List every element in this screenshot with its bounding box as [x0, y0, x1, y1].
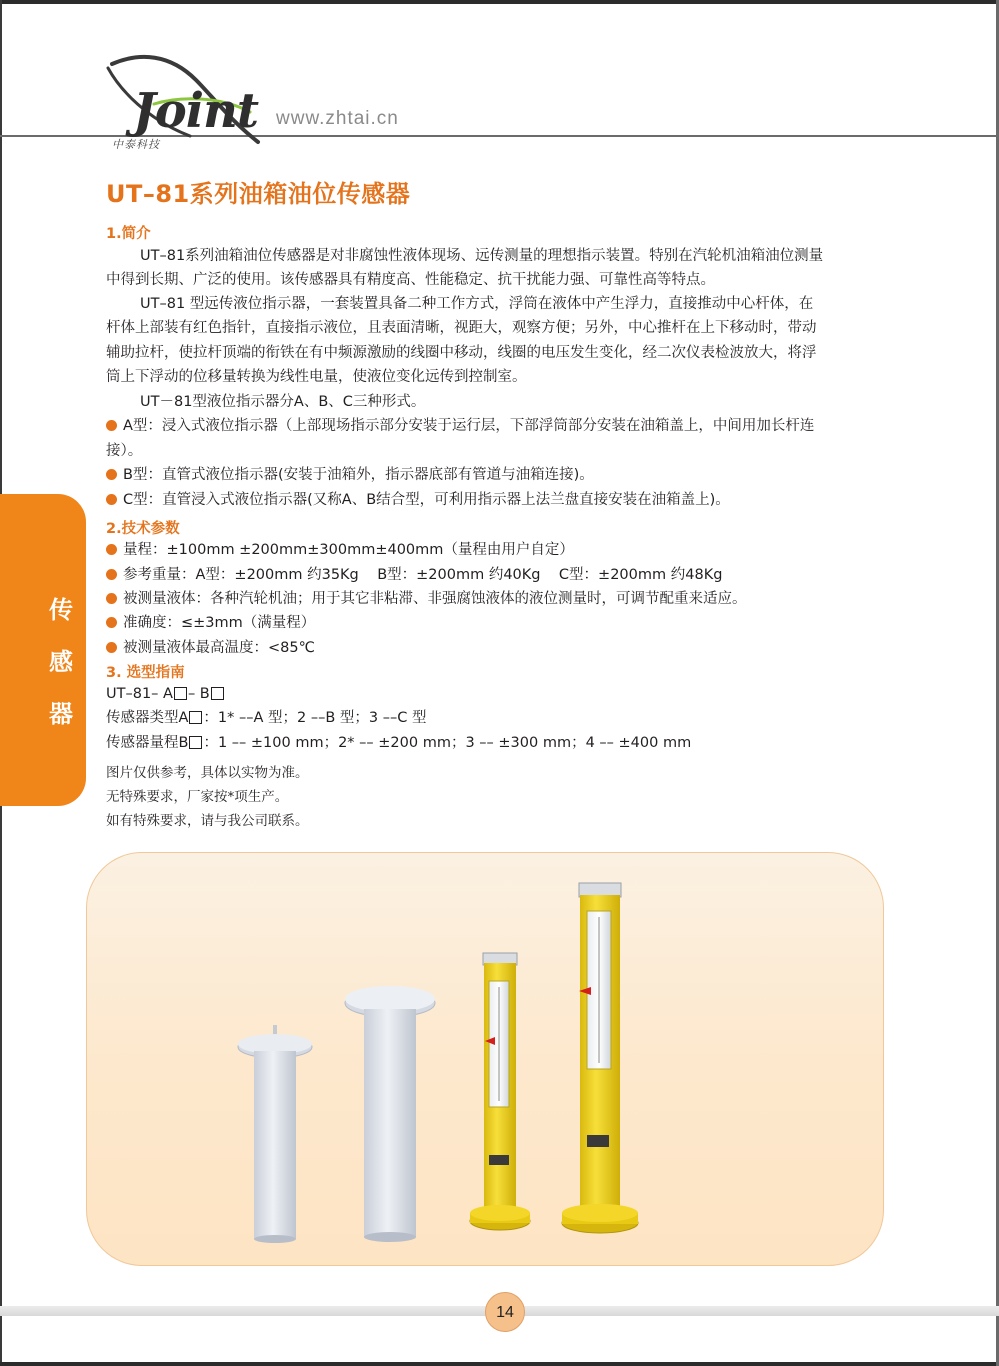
- selection-heading: 3. 选型指南: [106, 665, 185, 681]
- bullet-icon: [106, 593, 117, 604]
- logo-wordmark: Joint: [133, 83, 259, 139]
- intro-line-6: 筒上下浮动的位移量转换为线性电量，使液位变化远传到控制室。: [106, 369, 527, 385]
- page-bottom-border: [0, 1362, 999, 1366]
- note-default: 无特殊要求，厂家按*项生产。: [106, 789, 289, 805]
- type-c-line: C型：直管浸入式液位指示器(又称A、B结合型，可利用指示器上法兰盘直接安装在油箱盖上)。: [106, 488, 730, 512]
- bullet-icon: [106, 494, 117, 505]
- company-logo: [100, 50, 260, 150]
- intro-line-4: 杆体上部装有红色指针，直接指示液位，且表面清晰，视距大，观察方便；另外，中心推杆在上下移动时，带动: [106, 320, 817, 336]
- checkbox-square-icon: [189, 711, 202, 724]
- page-number: 14: [485, 1292, 525, 1332]
- bullet-icon: [106, 569, 117, 580]
- spec-temperature: 被测量液体最高温度：<85℃: [106, 636, 315, 660]
- note-reference: 图片仅供参考，具体以实物为准。: [106, 765, 309, 781]
- bullet-icon: [106, 642, 117, 653]
- bullet-icon: [106, 544, 117, 555]
- sensor-type-b-product: [345, 986, 435, 1242]
- sensor-type-a-product: [238, 1025, 312, 1243]
- type-b-line: B型：直管式液位指示器(安装于油箱外，指示器底部有管道与油箱连接)。: [106, 463, 594, 487]
- spec-weight: 参考重量：A型：±200mm 约35Kg B型：±200mm 约40Kg C型：±200mm 约48Kg: [106, 563, 722, 587]
- sensor-type-c-long-gauge: [562, 883, 638, 1233]
- spec-liquid: 被测量液体：各种汽轮机油；用于其它非粘滞、非强腐蚀液体的液位测量时，可调节配重来适应。: [106, 587, 747, 611]
- intro-line-5: 辅助拉杆，使拉杆顶端的衔铁在有中频源激励的线圈中移动，线圈的电压发生变化，经二次仪表检波放大，将浮: [106, 345, 817, 361]
- intro-heading: 1.简介: [106, 226, 151, 242]
- side-tab-char: 传: [49, 596, 73, 624]
- product-photo-panel: [86, 852, 884, 1266]
- checkbox-square-icon: [174, 687, 187, 700]
- category-side-tab: [0, 494, 86, 806]
- type-a-line-cont: 接）。: [106, 443, 143, 459]
- checkbox-square-icon: [211, 687, 224, 700]
- specs-heading: 2.技术参数: [106, 521, 180, 537]
- sensor-range-line: 传感器量程B ：1 –– ±100 mm；2* –– ±200 mm；3 –– ±300 mm；4 –– ±400 mm: [106, 735, 692, 751]
- bullet-icon: [106, 617, 117, 628]
- page-top-border: [0, 0, 999, 4]
- intro-line-2: 中得到长期、广泛的使用。该传感器具有精度高、性能稳定、抗干扰能力强、可靠性高等特点。: [106, 272, 715, 288]
- spec-accuracy: 准确度：≤±3mm（满量程）: [106, 611, 315, 635]
- side-tab-char: 感: [49, 648, 73, 676]
- spec-range: 量程：±100mm ±200mm±300mm±400mm（量程由用户自定）: [106, 538, 574, 562]
- product-photo: [87, 853, 885, 1267]
- bullet-icon: [106, 420, 117, 431]
- checkbox-square-icon: [189, 736, 202, 749]
- type-a-line: A型：浸入式液位指示器（上部现场指示部分安装于运行层，下部浮筒部分安装在油箱盖上，中间用加长杆连: [106, 414, 814, 438]
- side-tab-char: 器: [49, 700, 73, 728]
- sensor-type-c-gauge: [470, 953, 530, 1230]
- page-title: UT–81系列油箱油位传感器: [106, 180, 411, 208]
- note-contact: 如有特殊要求，请与我公司联系。: [106, 813, 309, 829]
- website-url: www.zhtai.cn: [276, 108, 399, 129]
- bullet-icon: [106, 469, 117, 480]
- intro-line-1: UT–81系列油箱油位传感器是对非腐蚀性液体现场、远传测量的理想指示装置。特别在汽轮机油箱油位测量: [140, 248, 824, 264]
- logo-subtitle: 中泰科技: [112, 138, 160, 151]
- intro-line-3: UT–81 型远传液位指示器，一套装置具备二种工作方式，浮筒在液体中产生浮力，直接推动中心杆体，在: [140, 296, 814, 312]
- intro-line-7: UT－81型液位指示器分A、B、C三种形式。: [140, 394, 426, 410]
- model-code: UT–81– A – B: [106, 682, 225, 706]
- sensor-type-line: 传感器类型A ：1* ––A 型；2 ––B 型；3 ––C 型: [106, 710, 427, 726]
